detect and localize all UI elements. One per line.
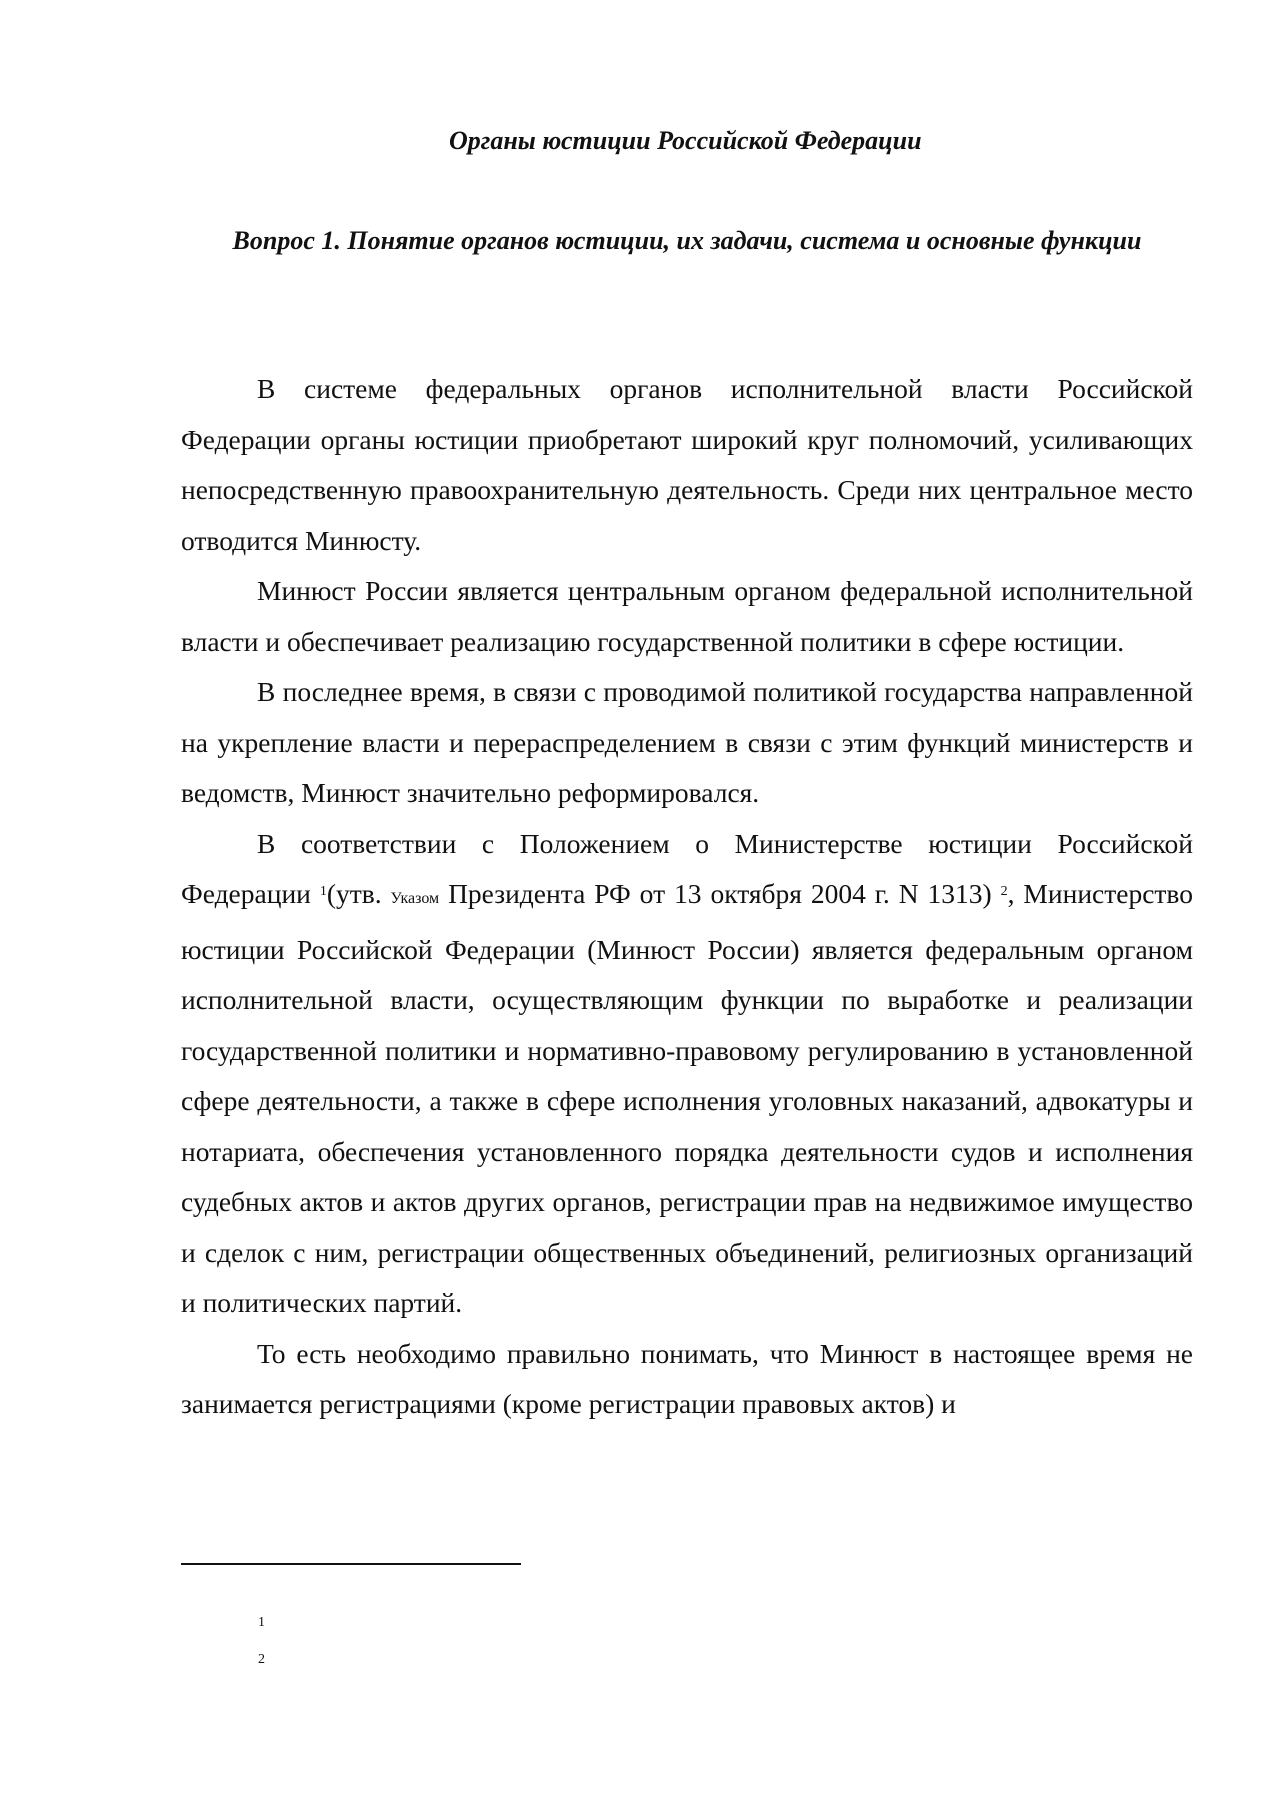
paragraph-5: То есть необходимо правильно понимать, что Минюст в настоящее время не занимается регистрациями (кроме регистрации правовых актов) и bbox=[181, 1337, 1193, 1419]
paragraph-4-part-b: (утв. bbox=[326, 878, 391, 909]
paragraph-3: В последнее время, в связи с проводимой политикой государства направленной на укрепление власти и перераспределением в связи с этим функций министерств и ведомств, Минюст значительно реформировался. bbox=[181, 676, 1193, 808]
footnote-ref-1[interactable]: 1 bbox=[319, 884, 327, 899]
question-heading: Вопрос 1. Понятие органов юстиции, их задачи, система и основные функции bbox=[232, 226, 1142, 255]
paragraph-4-part-c: Президента РФ от 13 октября 2004 г. N 1313) bbox=[439, 878, 1001, 909]
paragraph-1: В системе федеральных органов исполнительной власти Российской Федерации органы юстиции приобретают широкий круг полномочий, усиливающих непосредственную правоохранительную деятельность. Среди них центральное место отводится Минюсту. bbox=[181, 373, 1193, 556]
document-title: Органы юстиции Российской Федерации bbox=[449, 126, 922, 155]
paragraph-4 bbox=[181, 819, 1193, 1329]
footnote-2-number: 2 bbox=[258, 1652, 265, 1667]
footnote-1-number: 1 bbox=[258, 1615, 265, 1630]
paragraph-4-part-d: , Министерство юстиции Российской Федерации (Минюст России) является федеральным органом исполнительной власти, осуществляющим функции по выработке и реализации государственной политики и нормативно-правовому регулированию в установленной сфере деятельности, а также в сфере исполнения уголовных наказаний, адвокатуры и нотариата, обеспечения установленного порядка деятельности судов и исполнения судебных актов и актов других органов, регистрации прав на недвижимое имущество и сделок с ним, регистрации общественных объединений, религиозных организаций и политических партий. bbox=[181, 878, 1193, 1318]
paragraph-2: Минюст России является центральным органом федеральной исполнительной власти и обеспечивает реализацию государственной политики в сфере юстиции. bbox=[181, 575, 1193, 657]
decree-link[interactable]: Указом bbox=[390, 890, 440, 907]
body-text bbox=[181, 364, 1193, 1430]
footnote-ref-2[interactable]: 2 bbox=[1000, 884, 1008, 899]
footnote-separator bbox=[181, 1563, 521, 1565]
paragraph-4-part-a: В соответствии с Положением о Министерстве юстиции Российской Федерации bbox=[181, 827, 1193, 909]
